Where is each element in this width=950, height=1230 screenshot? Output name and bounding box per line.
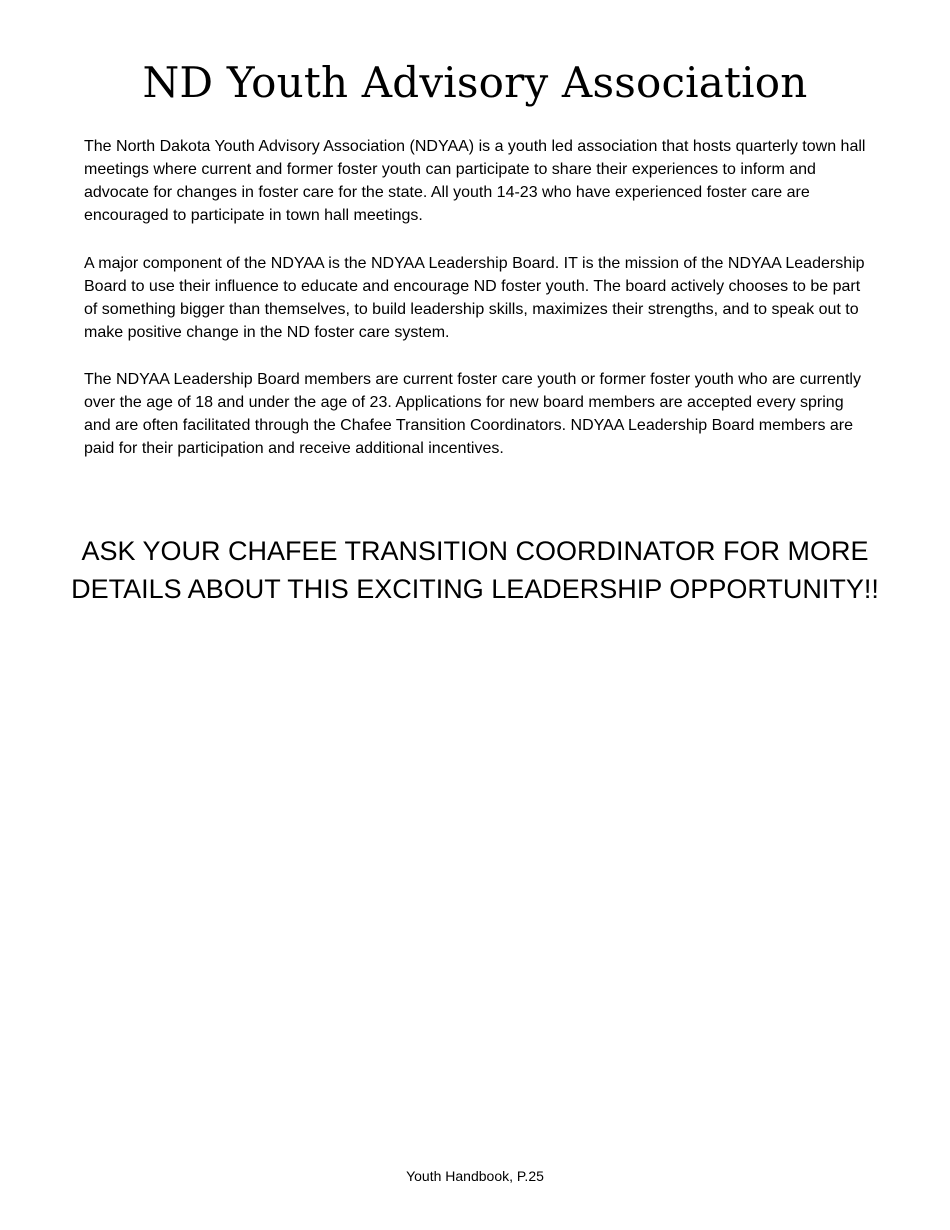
paragraph-leadership-board-mission: A major component of the NDYAA is the NDYAA Leadership Board. IT is the mission of the NDYAA Leadership Board to use their influence to educate and encourage ND foster youth. The board actively chooses to be part of something bigger than themselves, to build leadership skills, maximizes their strengths, and to speak out to make positive change in the ND foster care system.	[84, 255, 865, 341]
page-footer: Youth Handbook, P.25	[406, 1168, 544, 1184]
page-title: ND Youth Advisory Association	[142, 58, 808, 107]
paragraph-ndyaa-intro: The North Dakota Youth Advisory Association (NDYAA) is a youth led association that hosts quarterly town hall meetings where current and former foster youth can participate to share their experiences to inform and advocate for changes in foster care for the state. All youth 14-23 who have experienced foster care are encouraged to participate in town hall meetings.	[84, 138, 866, 224]
paragraph-board-membership: The NDYAA Leadership Board members are current foster care youth or former foster youth who are currently over the age of 18 and under the age of 23. Applications for new board members are accepted every spring and are often facilitated through the Chafee Transition Coordinators. NDYAA Leadership Board members are paid for their participation and receive additional incentives.	[84, 371, 861, 457]
call-to-action: ASK YOUR CHAFEE TRANSITION COORDINATOR FOR MORE DETAILS ABOUT THIS EXCITING LEADERSHIP OPPORTUNITY!!	[71, 536, 879, 604]
